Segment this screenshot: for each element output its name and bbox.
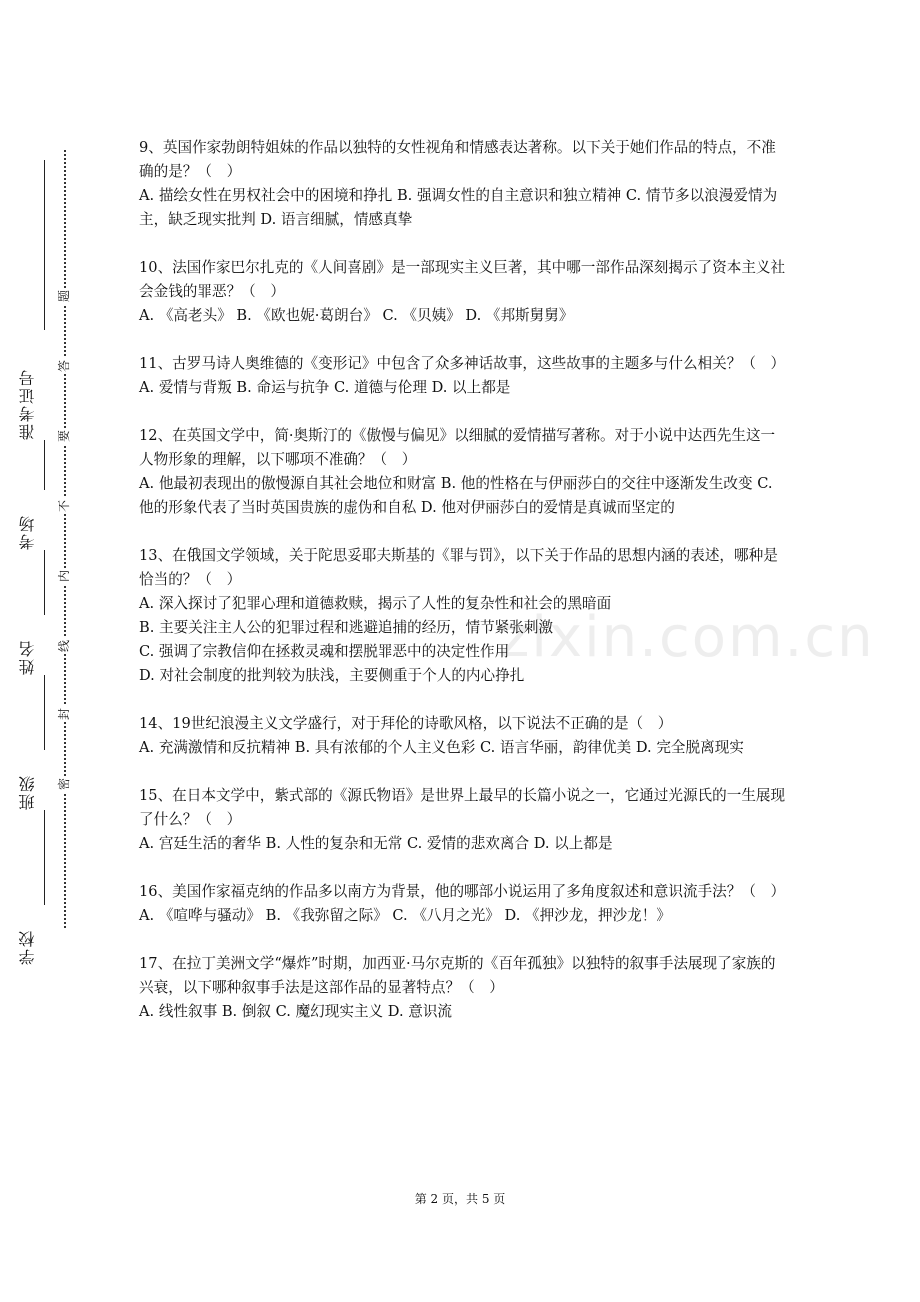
question-stem: 10、法国作家巴尔扎克的《人间喜剧》是一部现实主义巨著，其中哪一部作品深刻揭示了资本主义社会金钱的罪恶？（ ） [139, 259, 786, 300]
question-options: A. 描绘女性在男权社会中的困境和挣扎 B. 强调女性的自主意识和独立精神 C. 情节多以浪漫爱情为主，缺乏现实批判 D. 语言细腻，情感真挚 [139, 187, 778, 228]
question-15 [139, 784, 789, 856]
question-options: A. 《喧哗与骚动》 B. 《我弥留之际》 C. 《八月之光》 D. 《押沙龙，押沙龙！》 [139, 907, 671, 924]
question-option-b: B. 主要关注主人公的犯罪过程和逃避追捕的经历，情节紧张刺激 [139, 619, 554, 636]
question-13 [139, 544, 789, 688]
question-options: A. 《高老头》 B. 《欧也妮·葛朗台》 C. 《贝姨》 D. 《邦斯舅舅》 [139, 307, 574, 324]
seal-char: 不 [57, 500, 71, 513]
question-option-a: A. 深入探讨了犯罪心理和道德救赎，揭示了人性的复杂性和社会的黑暗面 [139, 595, 612, 612]
binding-margin [0, 0, 110, 1302]
student-name-label: 姓名 [18, 639, 37, 675]
question-stem: 11、古罗马诗人奥维德的《变形记》中包含了众多神话故事，这些故事的主题多与什么相关？（ ） [139, 355, 786, 372]
question-12 [139, 424, 789, 520]
seal-char: 答 [57, 360, 71, 373]
question-stem: 17、在拉丁美洲文学“爆炸”时期，加西亚·马尔克斯的《百年孤独》以独特的叙事手法展现了家族的兴衰，以下哪种叙事手法是这部作品的显著特点？（ ） [139, 955, 776, 996]
question-option-d: D. 对社会制度的批判较为肤浅，主要侧重于个人的内心挣扎 [139, 667, 525, 684]
school-line [44, 810, 45, 905]
page-number-footer: 第 2 页，共 5 页 [414, 1192, 506, 1206]
seal-char: 密 [57, 778, 71, 791]
watermark: zixin.com.cn [500, 605, 875, 670]
question-stem: 12、在英国文学中，简·奥斯汀的《傲慢与偏见》以细腻的爱情描写著称。对于小说中达西先生这一人物形象的理解，以下哪项不准确？（ ） [139, 427, 776, 468]
question-9 [139, 136, 789, 232]
question-stem: 13、在俄国文学领域，关于陀思妥耶夫斯基的《罪与罚》，以下关于作品的思想内涵的表述，哪种是恰当的？（ ） [139, 547, 778, 588]
question-17 [139, 952, 789, 1024]
class-label: 班级 [18, 774, 37, 810]
question-stem: 16、美国作家福克纳的作品多以南方为背景，他的哪部小说运用了多角度叙述和意识流手法？（ ） [139, 883, 786, 900]
seal-char: 封 [57, 708, 71, 721]
question-options: A. 宫廷生活的奢华 B. 人性的复杂和无常 C. 爱情的悲欢离合 D. 以上都是 [139, 835, 613, 852]
question-option-c: C. 强调了宗教信仰在拯救灵魂和摆脱罪恶中的决定性作用 [139, 643, 510, 660]
exam-room-label: 考场 [18, 514, 37, 550]
question-11 [139, 352, 789, 400]
exam-room-line [44, 440, 45, 490]
question-options: A. 充满激情和反抗精神 B. 具有浓郁的个人主义色彩 C. 语言华丽，韵律优美 D. 完全脱离现实 [139, 739, 744, 756]
question-stem: 15、在日本文学中，紫式部的《源氏物语》是世界上最早的长篇小说之一，它通过光源氏的一生展现了什么？（ ） [139, 787, 786, 828]
exam-id-line [44, 160, 45, 330]
question-options: A. 他最初表现出的傲慢源自其社会地位和财富 B. 他的性格在与伊丽莎白的交往中逐渐发生改变 C. 他的形象代表了当时英国贵族的虚伪和自私 D. 他对伊丽莎白的爱情是真诚而坚定的 [139, 475, 773, 516]
question-14 [139, 712, 789, 760]
question-16 [139, 880, 789, 928]
seal-char: 题 [57, 290, 71, 303]
seal-char: 线 [57, 640, 71, 653]
seal-char: 要 [57, 430, 71, 443]
question-10 [139, 256, 789, 328]
seal-char: 内 [57, 570, 71, 583]
question-stem: 9、英国作家勃朗特姐妹的作品以独特的女性视角和情感表达著称。以下关于她们作品的特点，不准确的是？（ ） [139, 139, 776, 180]
exam-id-label: 准考证号 [18, 368, 37, 440]
student-name-line [44, 550, 45, 615]
class-line [44, 675, 45, 750]
question-stem: 14、19世纪浪漫主义文学盛行，对于拜伦的诗歌风格，以下说法不正确的是（ ） [139, 715, 673, 732]
question-list [139, 136, 789, 1048]
school-label: 学校 [18, 929, 37, 965]
question-options: A. 爱情与背叛 B. 命运与抗争 C. 道德与伦理 D. 以上都是 [139, 379, 511, 396]
seal-dotted-line [64, 150, 66, 928]
question-options: A. 线性叙事 B. 倒叙 C. 魔幻现实主义 D. 意识流 [139, 1003, 453, 1020]
